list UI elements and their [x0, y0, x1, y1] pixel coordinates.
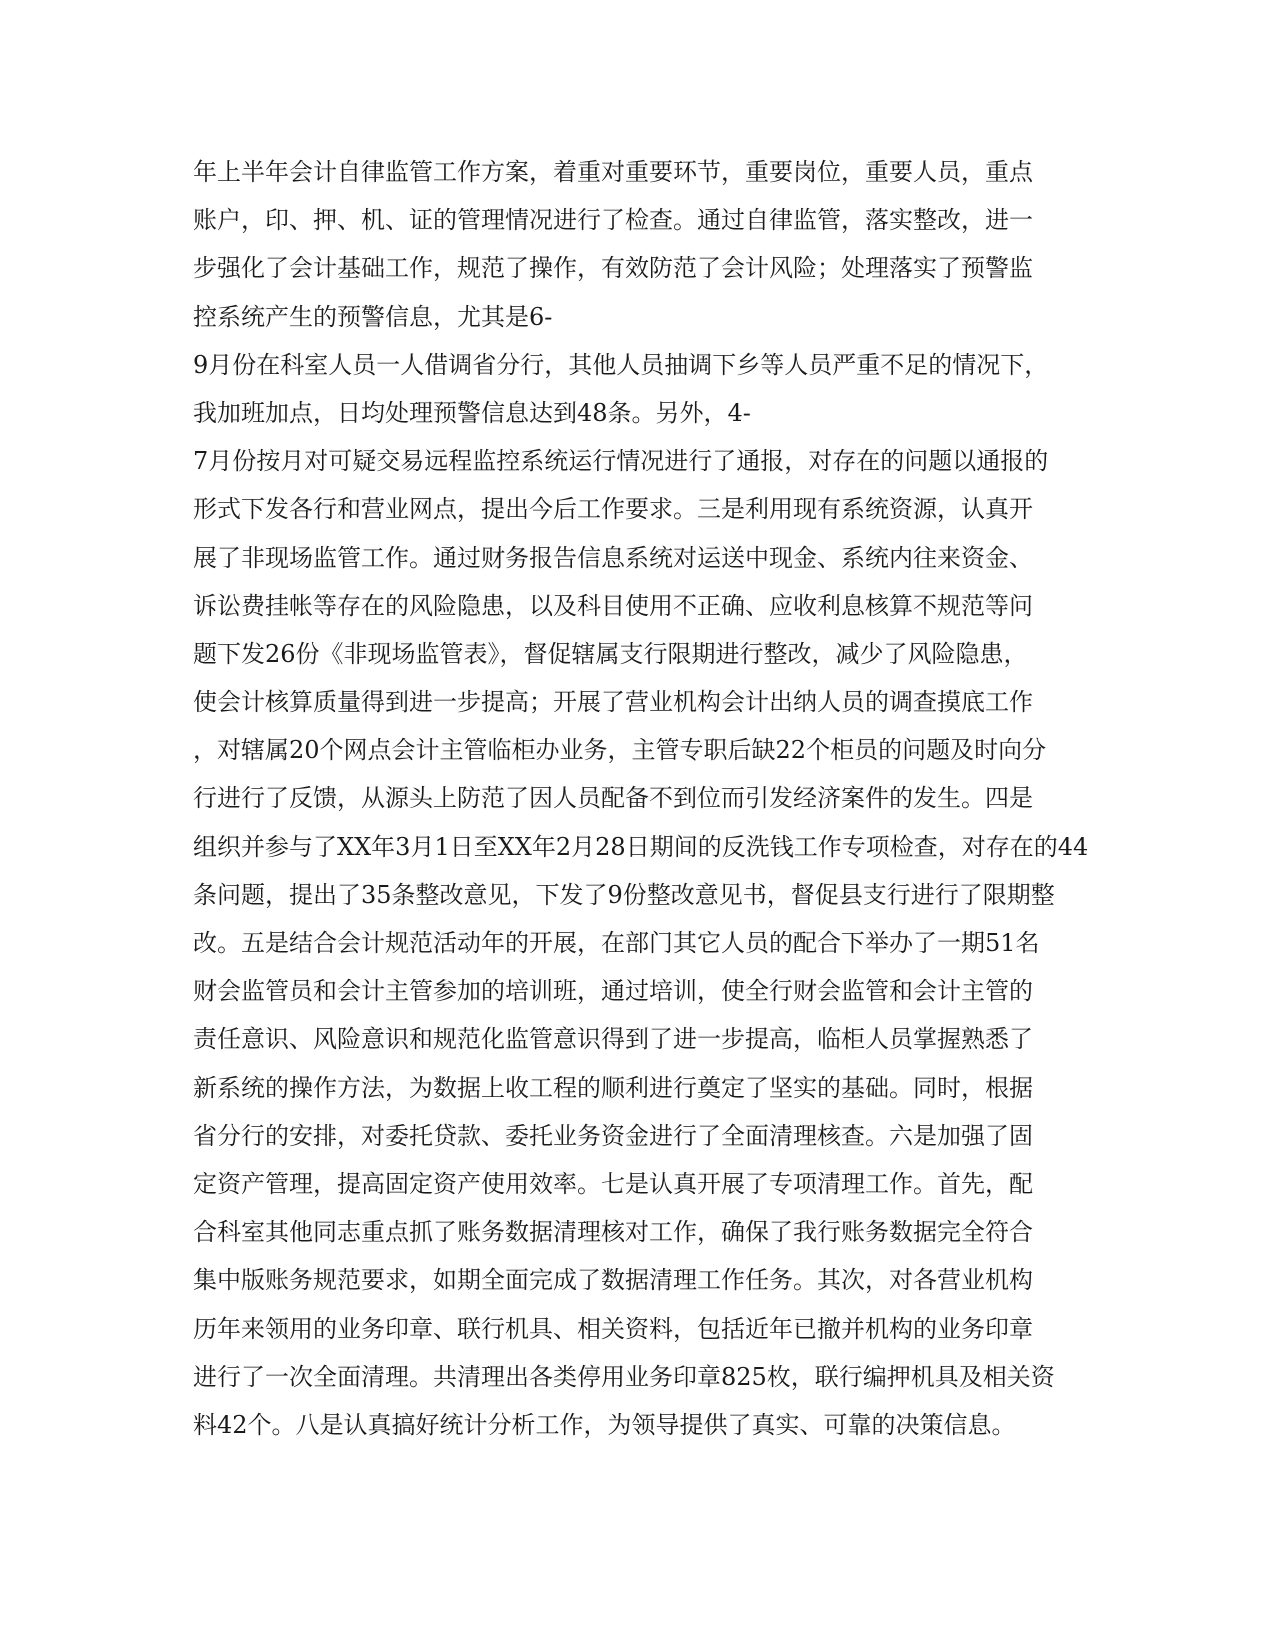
text-line: 定资产管理，提高固定资产使用效率。七是认真开展了专项清理工作。首先，配: [193, 1169, 1033, 1198]
text-line: 改。五是结合会计规范活动年的开展，在部门其它人员的配合下举办了一期51名: [193, 929, 1040, 957]
text-line: 9月份在科室人员一人借调省分行，其他人员抽调下乡等人员严重不足的情况下，: [193, 350, 1049, 379]
text-line: 新系统的操作方法，为数据上收工程的顺利进行奠定了坚实的基础。同时，根据: [193, 1073, 1033, 1102]
text-line: 条问题，提出了35条整改意见，下发了9份整改意见书，督促县支行进行了限期整: [193, 880, 1055, 909]
text-line: 财会监管员和会计主管参加的培训班，通过培训，使全行财会监管和会计主管的: [193, 977, 1033, 1006]
text-line: 步强化了会计基础工作，规范了操作，有效防范了会计风险；处理落实了预警监: [193, 254, 1033, 283]
text-line: 历年来领用的业务印章、联行机具、相关资料，包括近年已撤并机构的业务印章: [193, 1314, 1033, 1343]
text-line: 行进行了反馈，从源头上防范了因人员配备不到位而引发经济案件的发生。四是: [193, 784, 1033, 813]
text-line: 题下发26份《非现场监管表》，督促辖属支行限期进行整改，减少了风险隐患，: [193, 639, 1028, 668]
text-line: 组织并参与了XX年3月1日至XX年2月28日期间的反洗钱工作专项检查，对存在的44: [193, 832, 1089, 861]
document-body: [193, 148, 1093, 1449]
text-line: 控系统产生的预警信息，尤其是6-: [193, 302, 553, 331]
text-line: 我加班加点，日均处理预警信息达到48条。另外，4-: [193, 398, 751, 427]
text-line: 展了非现场监管工作。通过财务报告信息系统对运送中现金、系统内往来资金、: [193, 543, 1033, 572]
text-line: 合科室其他同志重点抓了账务数据清理核对工作，确保了我行账务数据完全符合: [193, 1218, 1033, 1247]
text-line: 诉讼费挂帐等存在的风险隐患，以及科目使用不正确、应收利息核算不规范等问: [193, 591, 1033, 620]
text-line: 料42个。八是认真搞好统计分析工作，为领导提供了真实、可靠的决策信息。: [193, 1410, 1016, 1439]
text-line: 集中版账务规范要求，如期全面完成了数据清理工作任务。其次，对各营业机构: [193, 1266, 1033, 1295]
text-line: 使会计核算质量得到进一步提高；开展了营业机构会计出纳人员的调查摸底工作: [193, 688, 1033, 717]
text-line: 省分行的安排，对委托贷款、委托业务资金进行了全面清理核查。六是加强了固: [193, 1121, 1033, 1150]
text-line: 形式下发各行和营业网点，提出今后工作要求。三是利用现有系统资源，认真开: [193, 495, 1033, 524]
text-line: 账户，印、押、机、证的管理情况进行了检查。通过自律监管，落实整改，进一: [193, 206, 1033, 235]
text-line: 责任意识、风险意识和规范化监管意识得到了进一步提高，临柜人员掌握熟悉了: [193, 1025, 1033, 1054]
text-line: 年上半年会计自律监管工作方案，着重对重要环节，重要岗位，重要人员，重点: [193, 158, 1033, 186]
text-line: ，对辖属20个网点会计主管临柜办业务，主管专职后缺22个柜员的问题及时向分: [193, 736, 1047, 765]
text-line: 进行了一次全面清理。共清理出各类停用业务印章825枚，联行编押机具及相关资: [193, 1362, 1055, 1391]
text-line: 7月份按月对可疑交易远程监控系统运行情况进行了通报，对存在的问题以通报的: [193, 447, 1049, 476]
